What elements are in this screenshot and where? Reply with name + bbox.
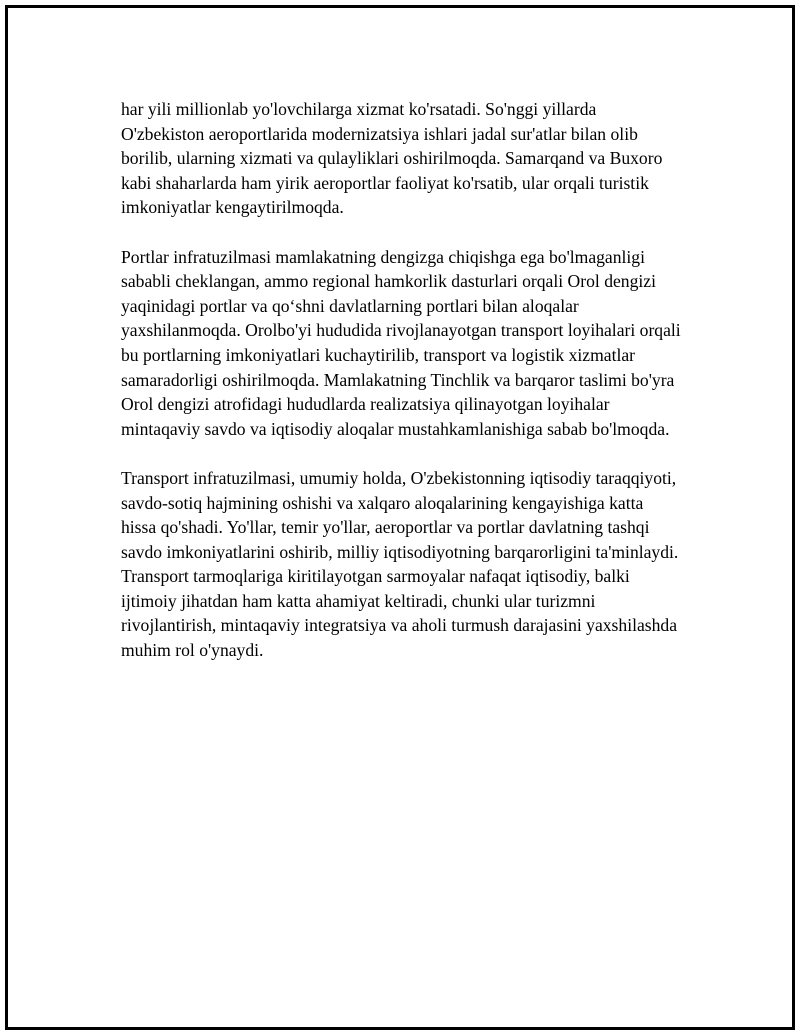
- paragraph-ports: Portlar infratuzilmasi mamlakatning dengizga chiqishga ega bo'lmaganligi sababli cheklangan, ammo regional hamkorlik dasturlari orqali Orol dengizi yaqinidagi portlar va qo‘shni davlatlarning portlari bilan aloqalar yaxshilanmoqda. Orolbo'yi hududida rivojlanayotgan transport loyihalari orqali bu portlarning imkoniyatlari kuchaytirilib, transport va logistik xizmatlar samaradorligi oshirilmoqda. Mamlakatning Tinchlik va barqaror taslimi bo'yra Orol dengizi atrofidagi hududlarda realizatsiya qilinayotgan loyihalar mintaqaviy savdo va iqtisodiy aloqalar mustahkamlanishiga sabab bo'lmoqda.: [121, 246, 681, 439]
- paragraph-airports: har yili millionlab yo'lovchilarga xizmat ko'rsatadi. So'nggi yillarda O'zbekiston aeroportlarida modernizatsiya ishlari jadal sur'atlar bilan olib borilib, ularning xizmati va qulayliklari oshirilmoqda. Samarqand va Buxoro kabi shaharlarda ham yirik aeroportlar faoliyat ko'rsatib, ular orqali turistik imkoniyatlar kengaytirilmoqda.: [121, 99, 663, 218]
- document-page: [5, 5, 795, 1030]
- document-body: [121, 97, 681, 663]
- paragraph-conclusion: Transport infratuzilmasi, umumiy holda, O'zbekistonning iqtisodiy taraqqiyoti, savdo-sotiq hajmining oshishi va xalqaro aloqalarining kengayishiga katta hissa qo'shadi. Yo'llar, temir yo'llar, aeroportlar va portlar davlatning tashqi savdo imkoniyatlarini oshirib, milliy iqtisodiyotning barqarorligini ta'minlaydi. Transport tarmoqlariga kiritilayotgan sarmoyalar nafaqat iqtisodiy, balki ijtimoiy jihatdan ham katta ahamiyat keltiradi, chunki ular turizmni rivojlantirish, mintaqaviy integratsiya va aholi turmush darajasini yaxshilashda muhim rol o'ynaydi.: [121, 467, 679, 661]
